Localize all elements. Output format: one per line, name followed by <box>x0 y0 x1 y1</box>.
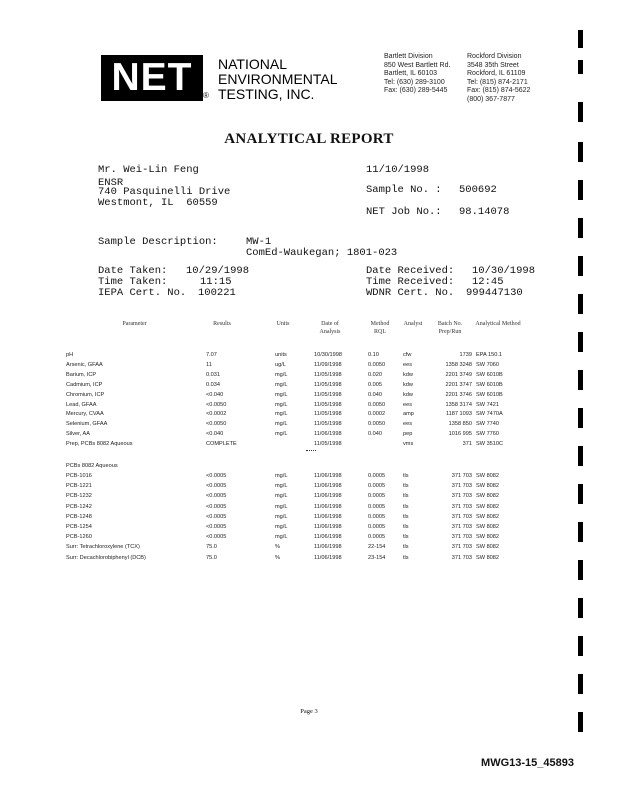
cell-batch: 371 703 <box>451 544 472 551</box>
cell-result: <0.040 <box>206 391 224 398</box>
cell-param: PCB-1254 <box>66 524 92 530</box>
date-received-label: Date Received: <box>366 265 455 277</box>
cell-param: pH <box>66 352 74 358</box>
sample-description-line: MW-1 <box>246 236 272 248</box>
sample-no-value: 500692 <box>459 184 497 196</box>
cell-batch: 371 703 <box>451 483 472 490</box>
cell-param: Barium, ICP <box>66 371 97 378</box>
cell-units: mg/L <box>275 524 288 530</box>
time-received-value: 12:45 <box>472 276 504 288</box>
cell-analyst: cfw <box>403 352 412 358</box>
cell-date: 11/06/1998 <box>314 534 342 541</box>
cell-units: % <box>275 544 280 551</box>
cell-batch: 371 703 <box>451 473 472 479</box>
cell-rql: 0.0005 <box>368 534 386 541</box>
cell-analyst: vms <box>403 441 414 448</box>
cell-rql: 0.0005 <box>368 473 386 479</box>
cell-result: <0.040 <box>206 431 224 438</box>
edge-mark <box>578 30 583 48</box>
cell-analyst: ees <box>403 421 413 428</box>
address-line: 3548 35th Street <box>467 61 519 69</box>
cell-analyst: amp <box>403 411 414 418</box>
address-line: (800) 367-7877 <box>467 95 515 103</box>
cell-param: Lead, GFAA <box>66 401 97 408</box>
cell-batch: 371 703 <box>451 513 472 520</box>
cell-method: SW 3510C <box>476 441 504 448</box>
cell-result: 0.034 <box>206 381 220 388</box>
cell-analyst: kdw <box>403 371 413 378</box>
cell-batch: 371 703 <box>451 524 472 530</box>
table-row <box>0 544 618 553</box>
cell-date: 11/05/1998 <box>314 391 342 398</box>
cell-batch: 371 <box>462 441 472 448</box>
cell-units: mg/L <box>275 534 288 541</box>
cell-param: PCB-1016 <box>66 473 92 479</box>
cell-rql: 0.0050 <box>368 361 386 368</box>
company-name-line: TESTING, INC. <box>218 86 315 102</box>
edge-mark <box>578 370 583 390</box>
cell-rql: 0.0005 <box>368 483 386 490</box>
table-row <box>0 431 618 440</box>
cell-rql: 0.005 <box>368 381 382 388</box>
edge-mark <box>578 256 583 276</box>
iepa-cert-value: 100221 <box>198 287 236 299</box>
cell-date: 11/06/1998 <box>314 473 342 479</box>
cell-rql: 0.040 <box>368 431 382 438</box>
cell-analyst: tls <box>403 554 409 561</box>
cell-method: SW 8082 <box>476 524 500 530</box>
cell-param: Cadmium, ICP <box>66 381 103 388</box>
edge-mark <box>578 102 583 122</box>
client-company: ENSR <box>98 177 124 189</box>
address-line: Fax: (630) 289-5445 <box>384 87 448 94</box>
table-row <box>0 411 618 420</box>
table-row <box>0 524 618 533</box>
sample-description-line: ComEd-Waukegan; 1801-023 <box>246 247 398 259</box>
cell-date: 11/05/1998 <box>314 401 342 408</box>
cell-param: Mercury, CVAA <box>66 411 104 418</box>
cell-date: 11/06/1998 <box>314 544 342 551</box>
cell-units: units <box>275 352 287 358</box>
cell-param: PCB-1248 <box>66 513 92 520</box>
cell-date: 10/30/1998 <box>314 352 342 358</box>
column-header-analyst: Analyst <box>403 321 423 327</box>
bartlett-division-address <box>384 53 450 96</box>
time-taken-value: 11:15 <box>200 276 232 288</box>
cell-method: SW 8082 <box>476 493 500 500</box>
cell-units: mg/L <box>275 421 288 428</box>
cell-date: 11/06/1998 <box>314 431 342 438</box>
cell-method: SW 8082 <box>476 503 500 510</box>
report-title: ANALYTICAL REPORT <box>224 131 394 147</box>
cell-method: SW 6010B <box>476 391 503 398</box>
address-line: Tel: (815) 874-2171 <box>467 78 528 86</box>
cell-method: SW 7060 <box>476 361 500 368</box>
client-city: Westmont, IL 60559 <box>98 197 218 209</box>
cell-units: mg/L <box>275 371 288 378</box>
company-name <box>218 57 338 102</box>
cell-result: COMPLETE <box>206 441 237 448</box>
cell-units: mg/L <box>275 381 288 388</box>
cell-param: PCB-1232 <box>66 493 92 500</box>
cell-result: <0.0050 <box>206 401 227 408</box>
cell-units: ug/L <box>275 361 286 368</box>
company-name-line: NATIONAL <box>218 56 287 72</box>
cell-result: 75.0 <box>206 544 217 551</box>
table-row <box>0 352 618 361</box>
pcb-section-header: PCBs 8082 Aqueous <box>66 463 118 469</box>
address-line: Bartlett Division <box>384 53 433 60</box>
cell-rql: 0.0005 <box>368 503 386 510</box>
table-row <box>0 534 618 543</box>
address-line: Rockford, IL 61109 <box>467 70 526 77</box>
cell-units: mg/L <box>275 401 288 408</box>
table-row <box>0 362 618 371</box>
cell-param: Arsenic, GFAA <box>66 361 103 368</box>
edge-mark <box>578 712 583 732</box>
cell-method: SW 7421 <box>476 401 500 408</box>
cell-param: Surr: Tetrachloroxylene (TCX) <box>66 544 140 551</box>
cell-batch: 1358 3174 <box>445 401 472 408</box>
job-no-label: NET Job No.: <box>366 206 442 218</box>
table-row <box>0 382 618 391</box>
cell-result: <0.0005 <box>206 483 227 490</box>
cell-batch: 1358 3248 <box>445 361 472 368</box>
table-row <box>0 514 618 523</box>
cell-units: mg/L <box>275 493 288 500</box>
cell-analyst: ees <box>403 361 413 368</box>
cell-date: 11/05/1998 <box>314 421 342 428</box>
table-row <box>0 392 618 401</box>
cell-date: 11/06/1998 <box>314 554 342 561</box>
client-name: Mr. Wei-Lin Feng <box>98 164 199 176</box>
cell-rql: 0.0005 <box>368 524 386 530</box>
time-received-label: Time Received: <box>366 276 455 288</box>
column-header-rql: Method RQL <box>370 321 390 335</box>
cell-rql: 0.0050 <box>368 401 386 408</box>
cell-rql: 22-154 <box>368 544 386 551</box>
edge-mark <box>578 218 583 238</box>
address-line: Fax: (815) 874-5622 <box>467 87 531 94</box>
cell-result: 11 <box>206 361 212 368</box>
column-header-method: Analytical Method <box>475 321 521 327</box>
cell-date: 11/05/1998 <box>314 381 342 388</box>
cell-result: 75.0 <box>206 554 217 561</box>
date-taken-label: Date Taken: <box>98 265 168 277</box>
table-row <box>0 483 618 492</box>
cell-analyst: tls <box>403 524 409 530</box>
cell-analyst: tls <box>403 493 409 500</box>
column-header-units: Units <box>276 321 290 327</box>
cell-date: 11/06/1998 <box>314 524 342 530</box>
edge-mark <box>578 636 583 656</box>
cell-rql: 0.10 <box>368 352 379 358</box>
cell-param: PCB-1260 <box>66 534 92 541</box>
cell-date: 11/06/1998 <box>314 513 342 520</box>
edge-mark <box>578 446 583 466</box>
cell-method: SW 8082 <box>476 483 500 490</box>
date-taken-value: 10/29/1998 <box>186 265 250 277</box>
cell-method: SW 8082 <box>476 544 500 551</box>
job-no-value: 98.14078 <box>459 206 510 218</box>
cell-units: % <box>275 554 280 561</box>
cell-rql: 0.0050 <box>368 421 386 428</box>
table-row <box>0 493 618 502</box>
table-row <box>0 504 618 513</box>
edge-mark <box>578 560 583 580</box>
address-line: Tel: (630) 289-3100 <box>384 78 445 86</box>
edge-mark <box>578 332 583 352</box>
column-header-batch: Batch No. Prep/Run <box>437 321 463 335</box>
cell-batch: 371 703 <box>451 554 472 561</box>
cell-result: <0.0002 <box>206 411 227 418</box>
sample-no-label: Sample No. : <box>366 184 442 196</box>
report-date: 11/10/1998 <box>366 164 430 176</box>
cell-batch: 371 703 <box>451 493 472 500</box>
date-received-value: 10/30/1998 <box>472 265 536 277</box>
edge-mark <box>578 60 583 74</box>
cell-rql: 23-154 <box>368 554 386 561</box>
cell-date: 11/06/1998 <box>314 493 342 500</box>
cell-batch: 1739 <box>459 352 472 358</box>
cell-param: PCB-1242 <box>66 503 92 510</box>
cell-result: <0.0005 <box>206 513 227 520</box>
table-row <box>0 555 618 564</box>
cell-date: 11/06/1998 <box>314 503 342 510</box>
cell-param: Prep, PCBs 8082 Aqueous <box>66 441 133 448</box>
cell-result: <0.0005 <box>206 534 227 541</box>
cell-date: 11/06/1998 <box>314 483 342 490</box>
cell-batch: 2201 3746 <box>445 391 472 398</box>
client-address: 740 Pasquinelli Drive <box>98 186 231 198</box>
cell-units: mg/L <box>275 411 288 418</box>
cell-result: <0.0005 <box>206 524 227 530</box>
cell-analyst: kdw <box>403 391 413 398</box>
cell-rql: 0.040 <box>368 391 382 398</box>
edge-mark <box>578 484 583 504</box>
cell-date: 11/09/1998 <box>314 361 342 368</box>
cell-result: 7.07 <box>206 352 217 358</box>
address-line: Rockford Division <box>467 53 522 60</box>
edge-mark <box>578 294 583 314</box>
column-header-results: Results <box>213 321 231 327</box>
cell-method: SW 7760 <box>476 431 500 438</box>
table-row <box>0 402 618 411</box>
cell-rql: 0.0005 <box>368 513 386 520</box>
cell-method: SW 8082 <box>476 473 500 479</box>
cell-analyst: tls <box>403 483 409 490</box>
cell-method: SW 6010B <box>476 371 503 378</box>
edge-mark <box>578 142 583 162</box>
wdnr-cert-value: 999447130 <box>466 287 523 299</box>
table-row <box>0 473 618 482</box>
cell-method: SW 8082 <box>476 534 500 541</box>
cell-analyst: kdw <box>403 381 413 388</box>
cell-analyst: tls <box>403 503 409 510</box>
cell-units: mg/L <box>275 431 288 438</box>
time-taken-label: Time Taken: <box>98 276 168 288</box>
cell-method: EPA 150.1 <box>476 352 503 358</box>
address-line: 850 West Bartlett Rd. <box>384 61 451 69</box>
cell-date: 11/05/1998 <box>314 411 342 418</box>
edge-mark <box>578 180 583 200</box>
table-row <box>0 441 618 450</box>
registered-mark: ® <box>203 91 209 100</box>
dots-mark <box>306 450 316 453</box>
edge-mark <box>578 674 583 694</box>
cell-batch: 1187 1093 <box>445 411 472 418</box>
cell-rql: 0.020 <box>368 371 382 378</box>
edge-mark <box>578 408 583 428</box>
cell-rql: 0.0002 <box>368 411 386 418</box>
edge-mark <box>578 598 583 618</box>
table-row <box>0 421 618 430</box>
wdnr-cert-label: WDNR Cert. No. <box>366 287 455 299</box>
cell-units: mg/L <box>275 473 288 479</box>
cell-param: Surr: Decachlorobiphenyl (DCB) <box>66 554 146 561</box>
cell-date: 11/05/1998 <box>314 371 342 378</box>
cell-result: <0.0005 <box>206 503 227 510</box>
cell-param: PCB-1221 <box>66 483 92 490</box>
cell-units: mg/L <box>275 513 288 520</box>
iepa-cert-label: IEPA Cert. No. <box>98 287 187 299</box>
cell-method: SW 7740 <box>476 421 500 428</box>
cell-result: <0.0005 <box>206 493 227 500</box>
cell-method: SW 8082 <box>476 513 500 520</box>
cell-batch: 1016 995 <box>448 431 472 438</box>
page-number: Page 3 <box>300 708 318 715</box>
cell-method: SW 8082 <box>476 554 500 561</box>
cell-result: <0.0050 <box>206 421 227 428</box>
cell-batch: 371 703 <box>451 503 472 510</box>
cell-analyst: tls <box>403 513 409 520</box>
cell-param: Chromium, ICP <box>66 391 105 398</box>
cell-analyst: ees <box>403 401 413 408</box>
cell-method: SW 6010B <box>476 381 503 388</box>
sample-description-label: Sample Description: <box>98 236 218 248</box>
cell-result: 0.031 <box>206 371 220 378</box>
cell-batch: 371 703 <box>451 534 472 541</box>
cell-analyst: tls <box>403 534 409 541</box>
cell-param: Selenium, GFAA <box>66 421 108 428</box>
rockford-division-address <box>467 53 530 104</box>
cell-analyst: tls <box>403 473 409 479</box>
cell-batch: 1358 850 <box>448 421 472 428</box>
cell-date: 11/05/1998 <box>314 441 342 448</box>
cell-param: Silver, AA <box>66 431 90 438</box>
address-line: Bartlett, IL 60103 <box>384 70 438 77</box>
document-id: MWG13-15_45893 <box>481 757 574 769</box>
cell-method: SW 7470A <box>476 411 503 418</box>
cell-analyst: tls <box>403 544 409 551</box>
cell-batch: 2201 3747 <box>445 381 472 388</box>
cell-rql: 0.0005 <box>368 493 386 500</box>
cell-result: <0.0005 <box>206 473 227 479</box>
company-name-line: ENVIRONMENTAL <box>218 71 338 87</box>
table-row <box>0 372 618 381</box>
column-header-date: Date of Analysis <box>319 321 341 335</box>
cell-units: mg/L <box>275 503 288 510</box>
cell-units: mg/L <box>275 391 288 398</box>
cell-units: mg/L <box>275 483 288 490</box>
column-header-parameter: Parameter <box>122 321 147 327</box>
net-logo: NET <box>101 55 203 101</box>
edge-mark <box>578 522 583 542</box>
cell-analyst: pep <box>403 431 413 438</box>
cell-batch: 2201 3749 <box>445 371 472 378</box>
